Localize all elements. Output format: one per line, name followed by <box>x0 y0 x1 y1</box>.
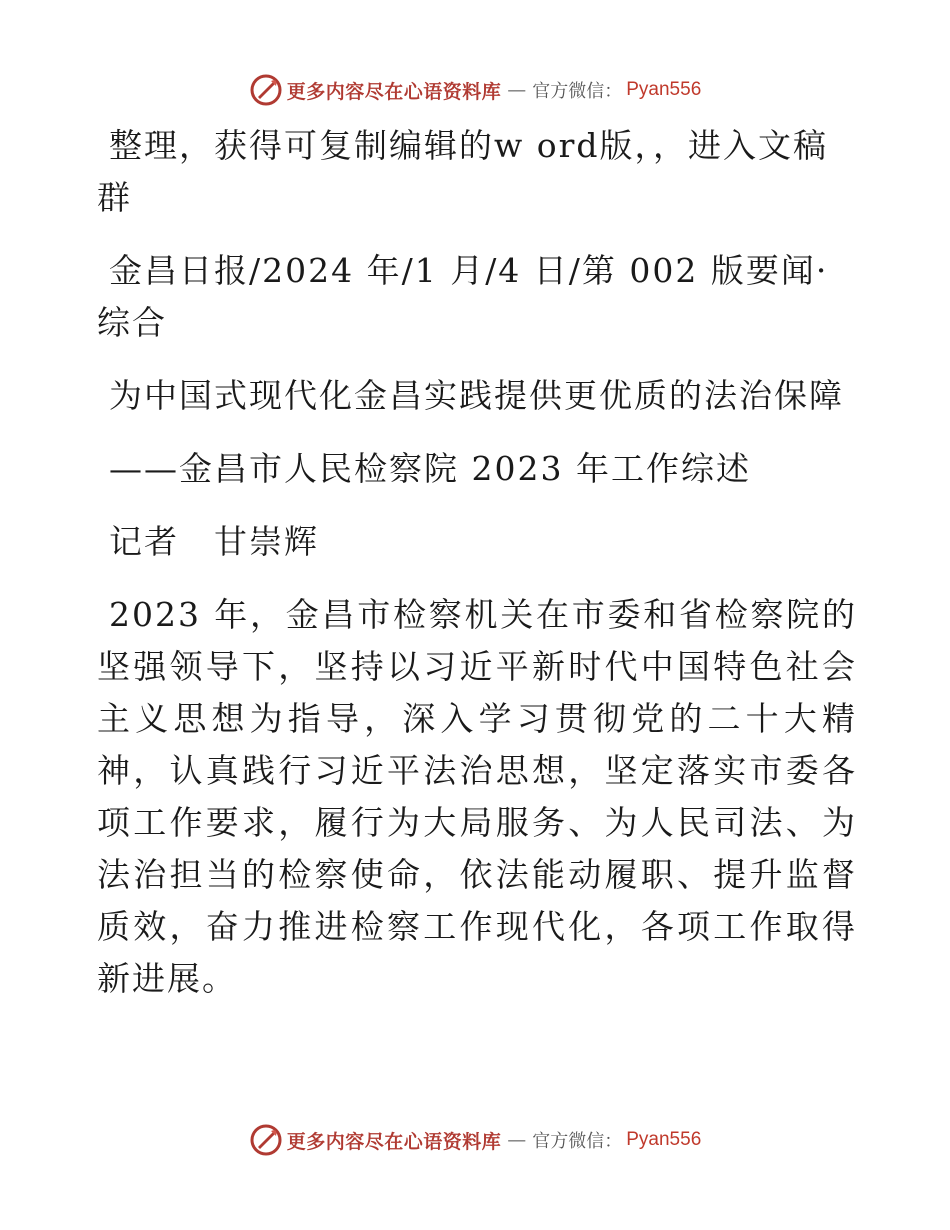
footer-watermark <box>0 1120 950 1160</box>
article-subtitle: ——金昌市人民检察院 2023 年工作综述 <box>109 449 751 488</box>
document-body <box>97 120 857 1026</box>
watermark-separator: — <box>507 1129 527 1151</box>
watermark-wechat-id: Pyan556 <box>626 79 702 100</box>
watermark-wechat-id: Pyan556 <box>626 1129 702 1150</box>
header-watermark <box>0 70 950 110</box>
watermark-text: 更多内容尽在心语资料库 <box>286 1130 502 1153</box>
article-title: 为中国式现代化金昌实践提供更优质的法治保障 <box>109 376 844 415</box>
quill-logo-icon <box>249 73 283 107</box>
body-paragraph: 2023 年，金昌市检察机关在市委和省检察院的坚强领导下，坚持以习近平新时代中国特色社会主义思想为指导，深入学习贯彻党的二十大精神，认真践行习近平法治思想，坚定落实市委各项工作要求，履行为大局服务、为人民司法、为法治担当的检察使命，依法能动履职、提升监督质效，奋力推进检察工作现代化，各项工作取得新进展。 <box>97 595 857 998</box>
intro-line: 整理，获得可复制编辑的w ord版，，进入文稿群 <box>97 126 829 217</box>
quill-logo-icon <box>249 1123 283 1157</box>
watermark-wechat-label: 官方微信： <box>532 1131 623 1152</box>
source-line: 金昌日报/2024 年/1 月/4 日/第 002 版要闻·综合 <box>97 251 829 342</box>
watermark-text: 更多内容尽在心语资料库 <box>286 80 502 103</box>
watermark-separator: — <box>507 79 527 101</box>
reporter-line: 记者 甘崇辉 <box>109 522 319 561</box>
watermark-wechat-label: 官方微信： <box>532 81 623 102</box>
